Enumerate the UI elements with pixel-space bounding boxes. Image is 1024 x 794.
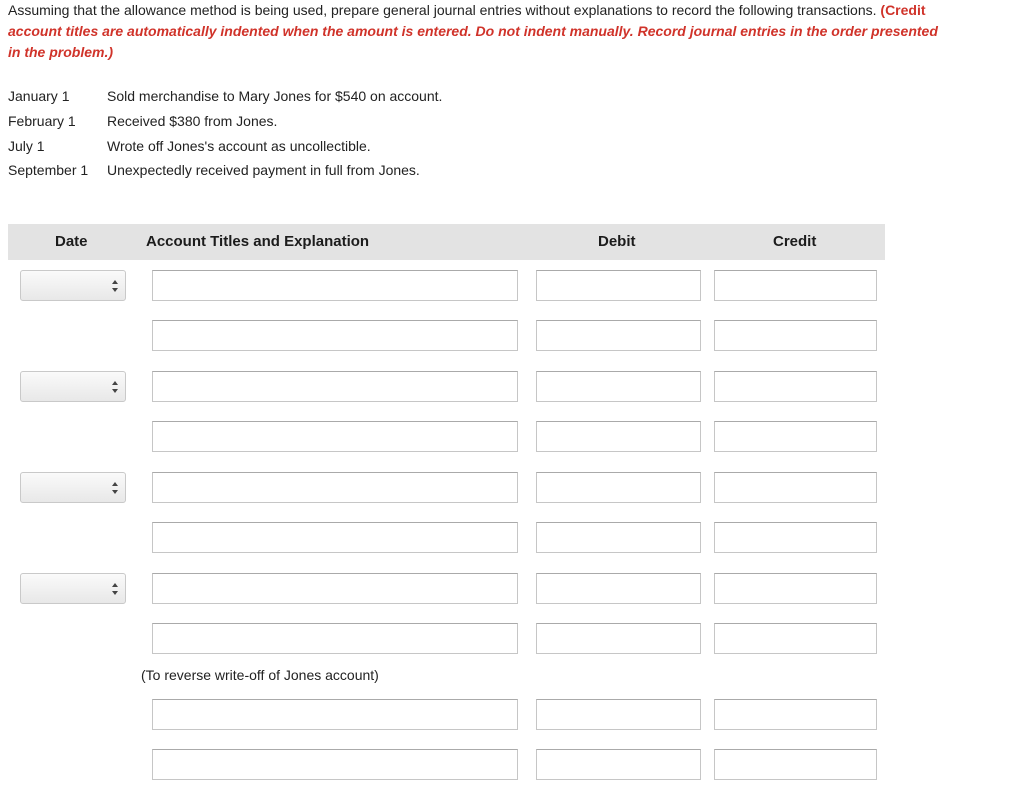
journal-header: [8, 224, 885, 260]
account-title-input[interactable]: [152, 421, 518, 452]
credit-input[interactable]: [714, 749, 877, 780]
account-title-input[interactable]: [152, 749, 518, 780]
debit-input[interactable]: [536, 320, 701, 351]
instructions-note-start: (Credit: [880, 2, 926, 18]
credit-input[interactable]: [714, 699, 877, 730]
credit-input[interactable]: [714, 371, 877, 402]
date-select[interactable]: [20, 371, 126, 402]
debit-input[interactable]: [536, 270, 701, 301]
instructions-main: Assuming that the allowance method is being used, prepare general journal entries without explanations to record the following transactions.: [8, 2, 877, 18]
debit-input[interactable]: [536, 699, 701, 730]
transaction-row: [8, 158, 442, 183]
credit-input[interactable]: [714, 421, 877, 452]
transaction-description: Sold merchandise to Mary Jones for $540 on account.: [107, 88, 443, 105]
header-account-titles: Account Titles and Explanation: [146, 233, 370, 250]
debit-input[interactable]: [536, 371, 701, 402]
debit-input[interactable]: [536, 472, 701, 503]
select-arrows-icon: [111, 481, 119, 495]
credit-input[interactable]: [714, 573, 877, 604]
transaction-date: January 1: [8, 88, 70, 105]
header-debit: Debit: [598, 233, 636, 250]
select-arrows-icon: [111, 582, 119, 596]
select-arrows-icon: [111, 380, 119, 394]
instructions-note-end: in the problem.): [8, 44, 113, 60]
account-title-input[interactable]: [152, 522, 518, 553]
account-title-input[interactable]: [152, 320, 518, 351]
transaction-date: September 1: [8, 162, 89, 179]
credit-input[interactable]: [714, 320, 877, 351]
transaction-date: July 1: [8, 137, 45, 154]
select-arrows-icon: [111, 279, 119, 293]
account-title-input[interactable]: [152, 623, 518, 654]
credit-input[interactable]: [714, 270, 877, 301]
transaction-row: [8, 84, 442, 109]
account-title-input[interactable]: [152, 699, 518, 730]
account-title-input[interactable]: [152, 371, 518, 402]
debit-input[interactable]: [536, 573, 701, 604]
debit-input[interactable]: [536, 749, 701, 780]
transaction-description: Unexpectedly received payment in full from Jones.: [107, 162, 420, 179]
instructions: [8, 0, 1008, 63]
transaction-row: [8, 109, 442, 134]
transaction-description: Wrote off Jones's account as uncollectible.: [107, 137, 371, 154]
debit-input[interactable]: [536, 623, 701, 654]
transactions-list: [8, 84, 442, 183]
debit-input[interactable]: [536, 421, 701, 452]
header-credit: Credit: [773, 233, 817, 250]
header-date: Date: [55, 233, 88, 250]
transaction-description: Received $380 from Jones.: [107, 113, 278, 130]
account-title-input[interactable]: [152, 573, 518, 604]
debit-input[interactable]: [536, 522, 701, 553]
account-title-input[interactable]: [152, 270, 518, 301]
account-title-input[interactable]: [152, 472, 518, 503]
credit-input[interactable]: [714, 623, 877, 654]
credit-input[interactable]: [714, 522, 877, 553]
date-select[interactable]: [20, 573, 126, 604]
date-select[interactable]: [20, 472, 126, 503]
instructions-note-middle: account titles are automatically indented when the amount is entered. Do not indent manually. Record journal entries in the order presented: [8, 23, 938, 39]
transaction-row: [8, 133, 442, 158]
credit-input[interactable]: [714, 472, 877, 503]
date-select[interactable]: [20, 270, 126, 301]
reversal-note: (To reverse write-off of Jones account): [141, 667, 379, 683]
transaction-date: February 1: [8, 113, 76, 130]
